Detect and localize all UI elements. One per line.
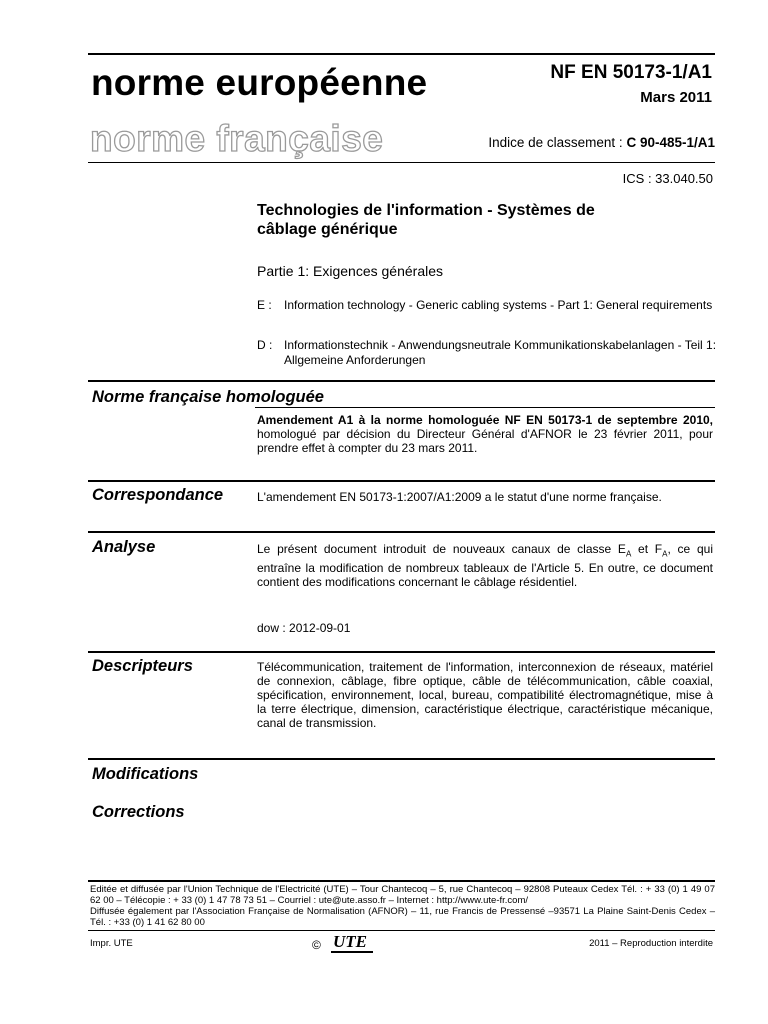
indice-label: Indice de classement :: [488, 135, 627, 150]
footer-distribution: Diffusée également par l'Association Française de Normalisation (AFNOR) – 11, rue Francis de Pressensé –93571 La Plaine Saint-Denis Cedex – Tél. : +33 (0) 1 41 62 80 00: [90, 906, 715, 928]
document-title: [257, 201, 687, 239]
classification-index: [488, 135, 715, 150]
ics-code: ICS : 33.040.50: [622, 171, 713, 186]
section-rule-modifications: [88, 758, 715, 760]
thin-rule-homologuee: [255, 407, 715, 408]
german-text: Informationstechnik - Anwendungsneutrale Kommunikationskabelanlagen - Teil 1: Allgemeine Anforderungen: [284, 338, 717, 367]
footer-rule: [88, 880, 715, 882]
analyse-text-mid: et F: [631, 542, 663, 556]
header-rule: [88, 162, 715, 163]
top-rule: [88, 53, 715, 55]
homologuee-text: [257, 413, 713, 455]
title-line-2: câblage générique: [257, 221, 398, 238]
english-code: E :: [257, 298, 272, 312]
english-text: Information technology - Generic cabling systems - Part 1: General requirements: [284, 298, 713, 312]
heading-corrections: Corrections: [92, 803, 185, 821]
footer-bottom-rule: [88, 930, 715, 931]
section-rule-descripteurs: [88, 651, 715, 653]
part-title: Partie 1: Exigences générales: [257, 263, 443, 279]
copyright-icon: ©: [312, 938, 321, 952]
analyse-sub-2: A: [662, 549, 668, 559]
section-rule-analyse: [88, 531, 715, 533]
publication-date: Mars 2011: [640, 89, 712, 106]
homologuee-bold: Amendement A1 à la norme homologuée NF EN 50173-1 de septembre 2010,: [257, 413, 713, 427]
dow-date: dow : 2012-09-01: [257, 621, 351, 635]
section-rule-homologuee: [88, 380, 715, 382]
analyse-text-before: Le présent document introduit de nouveaux canaux de classe E: [257, 542, 626, 556]
title-line-1: Technologies de l'information - Systèmes de: [257, 202, 595, 219]
analyse-text-after: , ce qui entraîne la modification de nombreux tableaux de l'Article 5. En outre, ce document contient des modifications concernant le câblage résidentiel.: [257, 542, 713, 590]
heading-analyse: Analyse: [92, 538, 156, 556]
analyse-sub-1: A: [625, 549, 632, 559]
heading-correspondance: Correspondance: [92, 486, 224, 504]
heading-homologuee: Norme française homologuée: [92, 388, 324, 406]
footer-publisher: Editée et diffusée par l'Union Technique de l'Electricité (UTE) – Tour Chantecoq – 5, rue Chantecoq – 92808 Puteaux Cedex Tél. : + 33 (0) 1 49 07 62 00 – Télécopie : + 33 (0) 1 47 78 73 51 – Courriel : ute@ute.asso.fr – Internet : http://www.ute-fr.com/: [90, 884, 715, 906]
section-rule-correspondance: [88, 480, 715, 482]
page-title: norme européenne: [91, 62, 428, 103]
german-code: D :: [257, 338, 273, 352]
german-title: [257, 338, 717, 367]
descripteurs-text: Télécommunication, traitement de l'information, interconnexion de réseaux, matériel de connexion, câblage, fibre optique, câble de télécommunication, câble coaxial, spécification, environnement, local, bureau, compatibilité électromagnétique, mise à la terre électrique, dimension, caractéristique électrique, caractéristique mécanique, canal de transmission.: [257, 660, 713, 730]
standard-number: NF EN 50173-1/A1: [550, 62, 712, 83]
analyse-text: [257, 542, 713, 589]
ute-logo-underline: [331, 951, 373, 953]
english-title: [257, 298, 717, 313]
correspondance-text: L'amendement EN 50173-1:2007/A1:2009 a le statut d'une norme française.: [257, 490, 662, 504]
heading-modifications: Modifications: [92, 765, 199, 783]
homologuee-rest: homologué par décision du Directeur Général d'AFNOR le 23 février 2011, pour prendre effet à compter du 23 mars 2011.: [257, 427, 713, 455]
heading-descripteurs: Descripteurs: [92, 657, 193, 675]
outline-subtitle: norme française: [90, 118, 384, 159]
reproduction-notice: 2011 – Reproduction interdite: [589, 938, 713, 949]
indice-value: C 90-485-1/A1: [626, 135, 715, 150]
ute-logo: UTE: [333, 932, 367, 951]
printer-note: Impr. UTE: [90, 938, 133, 949]
